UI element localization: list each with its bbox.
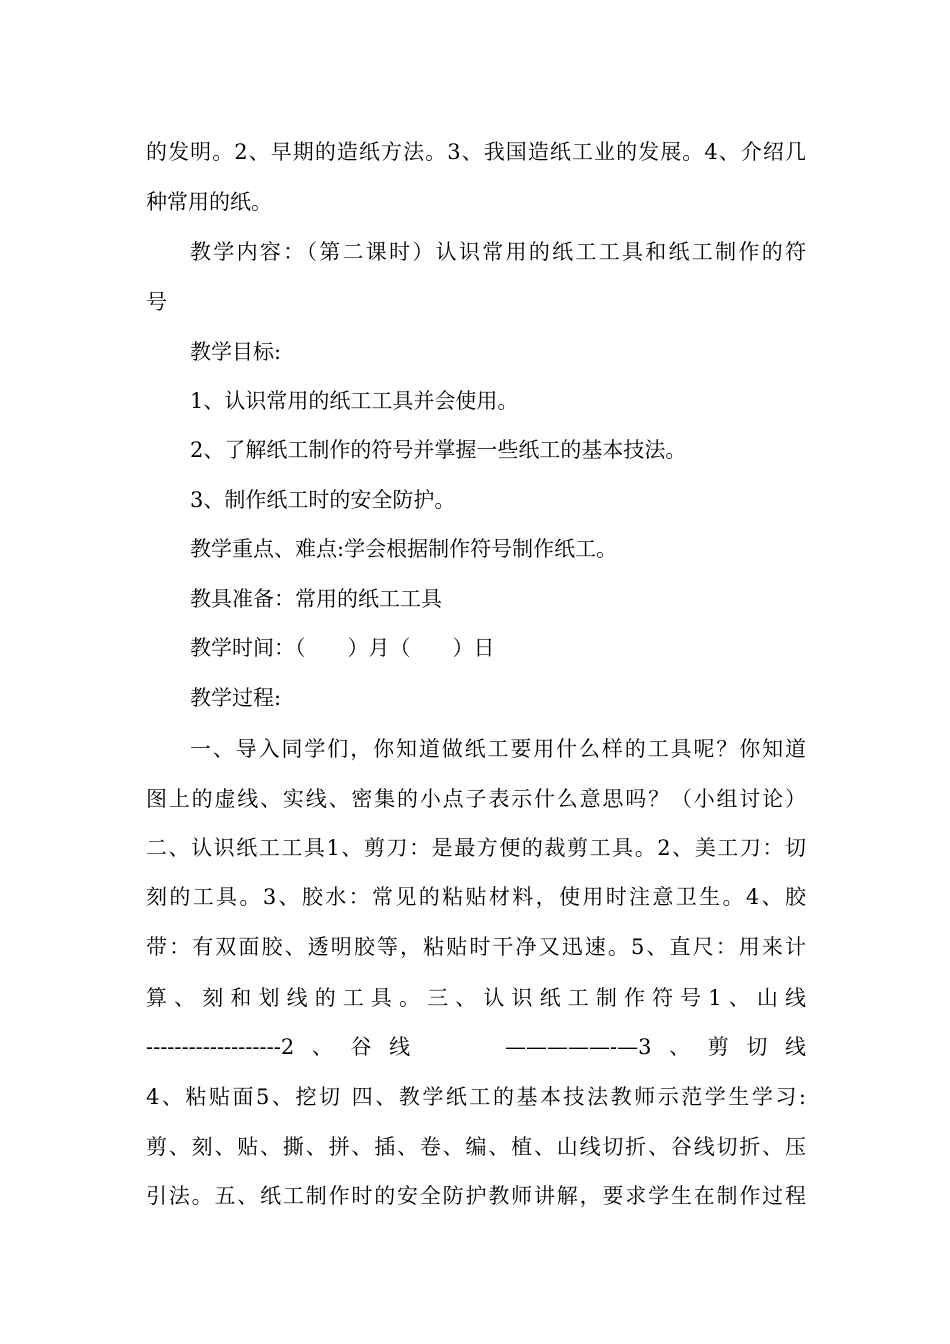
text-line: 二、认识纸工工具1、剪刀：是最方便的裁剪工具。2、美工刀：切 [146,836,806,860]
text-line: 带：有双面胶、透明胶等，粘贴时干净又迅速。5、直尺：用来计 [146,935,806,959]
text-line: 教学目标: [190,340,282,364]
text-line: 教具准备：常用的纸工工具 [190,587,442,611]
text-line: 号 [146,290,167,314]
text-line: 种常用的纸。 [146,190,272,214]
text-line: 教学时间：（ ）月（ ）日 [190,636,495,660]
text-line: -------------------2、谷线 —————-—3、剪切线 [146,1035,806,1059]
text-line: 剪、刻、贴、撕、拼、插、卷、编、植、山线切折、谷线切折、压 [146,1135,806,1159]
text-line: 引法。五、纸工制作时的安全防护教师讲解，要求学生在制作过程 [146,1184,806,1208]
text-line: 教学重点、难点:学会根据制作符号制作纸工。 [190,537,618,561]
text-line: 教学内容：（第二课时）认识常用的纸工工具和纸工制作的符 [190,240,806,264]
text-line: 教学过程: [190,686,282,710]
text-line: 一、导入同学们，你知道做纸工要用什么样的工具呢？你知道 [190,737,806,761]
text-line: 刻的工具。3、胶水：常见的粘贴材料，使用时注意卫生。4、胶 [146,885,806,909]
text-line: 的发明。2、早期的造纸方法。3、我国造纸工业的发展。4、介绍几 [146,140,806,164]
text-line: 图上的虚线、实线、密集的小点子表示什么意思吗？（小组讨论） [146,787,806,811]
text-line: 算、刻和划线的工具。三、认识纸工制作符号1、山线 [146,986,806,1010]
text-line: 2、了解纸工制作的符号并掌握一些纸工的基本技法。 [190,438,687,462]
text-line: 1、认识常用的纸工工具并会使用。 [190,389,519,413]
text-line: 3、制作纸工时的安全防护。 [190,488,456,512]
text-line: 4、粘贴面5、挖切 四、教学纸工的基本技法教师示范学生学习: [146,1085,806,1109]
